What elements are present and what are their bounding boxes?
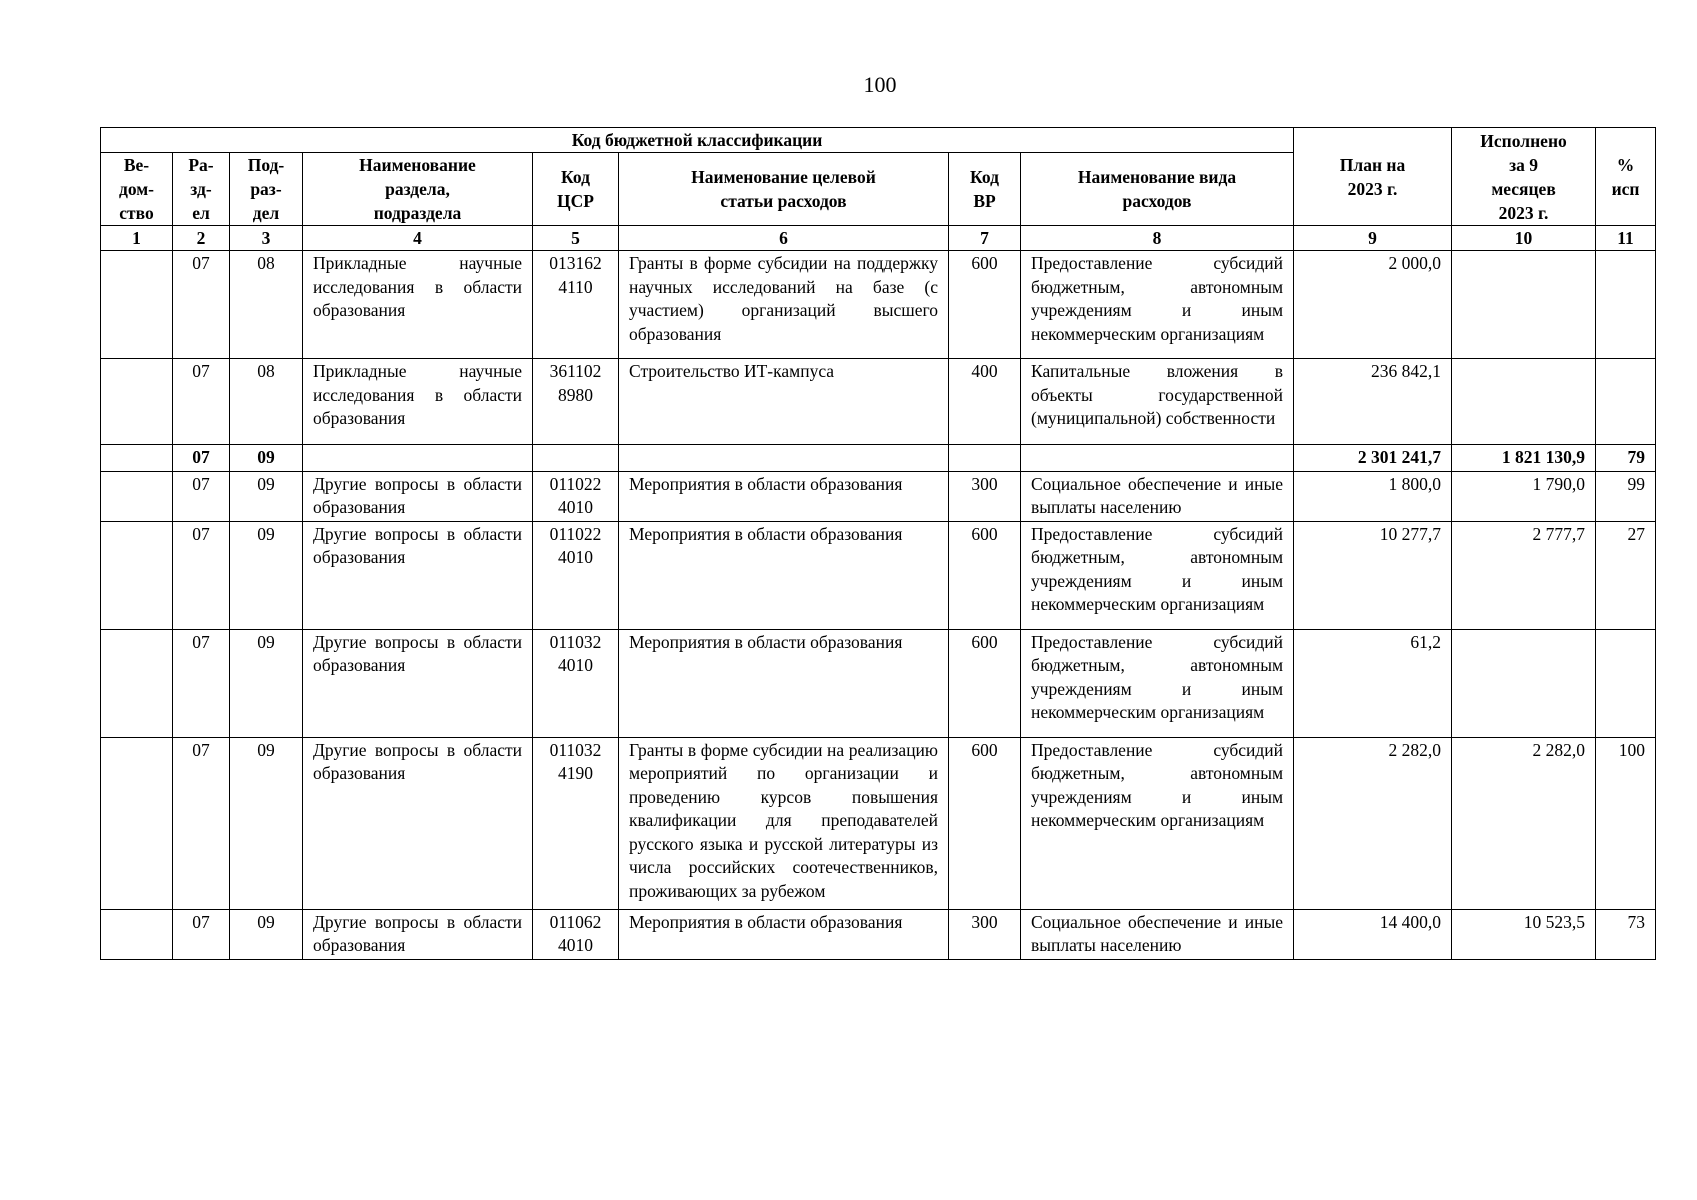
podrazdel-cell: 08 bbox=[230, 251, 303, 359]
header-group-row bbox=[101, 128, 1656, 153]
column-number: 8 bbox=[1021, 226, 1294, 251]
execution-percent-cell bbox=[1596, 251, 1656, 359]
execution-percent-cell bbox=[1596, 629, 1656, 737]
plan-2023-cell: 1 800,0 bbox=[1294, 471, 1452, 521]
column-header: Ра- зд- ел bbox=[173, 153, 230, 226]
target-item-name-cell: Строительство ИТ-кампуса bbox=[619, 359, 949, 445]
executed-9-months-cell: 1 821 130,9 bbox=[1452, 445, 1596, 472]
vedomstvo-cell bbox=[101, 471, 173, 521]
column-header: Код ВР bbox=[949, 153, 1021, 226]
executed-9-months-cell: 2 282,0 bbox=[1452, 737, 1596, 909]
execution-percent-cell bbox=[1596, 359, 1656, 445]
executed-9-months-cell bbox=[1452, 629, 1596, 737]
section-name-cell: Другие вопросы в области образования bbox=[303, 471, 533, 521]
plan-2023-cell: 236 842,1 bbox=[1294, 359, 1452, 445]
podrazdel-cell: 09 bbox=[230, 629, 303, 737]
csr-code-cell: 011062 4010 bbox=[533, 909, 619, 959]
column-header: % исп bbox=[1596, 128, 1656, 226]
column-number: 3 bbox=[230, 226, 303, 251]
vr-code-cell: 600 bbox=[949, 521, 1021, 629]
table-row bbox=[101, 737, 1656, 909]
target-item-name-cell: Гранты в форме субсидии на поддержку научных исследований на базе (с участием) организаций высшего образования bbox=[619, 251, 949, 359]
execution-percent-cell: 99 bbox=[1596, 471, 1656, 521]
section-name-cell bbox=[303, 445, 533, 472]
execution-percent-cell: 100 bbox=[1596, 737, 1656, 909]
vedomstvo-cell bbox=[101, 251, 173, 359]
column-header: Под- раз- дел bbox=[230, 153, 303, 226]
razdel-cell: 07 bbox=[173, 251, 230, 359]
column-header: Ве- дом- ство bbox=[101, 153, 173, 226]
execution-percent-cell: 73 bbox=[1596, 909, 1656, 959]
column-number: 9 bbox=[1294, 226, 1452, 251]
vr-code-cell: 400 bbox=[949, 359, 1021, 445]
csr-code-cell: 013162 4110 bbox=[533, 251, 619, 359]
budget-execution-table bbox=[100, 127, 1656, 960]
plan-2023-cell: 14 400,0 bbox=[1294, 909, 1452, 959]
razdel-cell: 07 bbox=[173, 909, 230, 959]
podrazdel-cell: 09 bbox=[230, 909, 303, 959]
vedomstvo-cell bbox=[101, 359, 173, 445]
column-header: Исполнено за 9 месяцев 2023 г. bbox=[1452, 128, 1596, 226]
subtotal-row bbox=[101, 445, 1656, 472]
executed-9-months-cell: 1 790,0 bbox=[1452, 471, 1596, 521]
podrazdel-cell: 09 bbox=[230, 737, 303, 909]
column-header: Наименование раздела, подраздела bbox=[303, 153, 533, 226]
vr-code-cell: 300 bbox=[949, 471, 1021, 521]
executed-9-months-cell: 10 523,5 bbox=[1452, 909, 1596, 959]
executed-9-months-cell bbox=[1452, 359, 1596, 445]
expense-type-cell: Предоставление субсидий бюджетным, автономным учреждениям и иным некоммерческим организациям bbox=[1021, 251, 1294, 359]
vedomstvo-cell bbox=[101, 909, 173, 959]
table-row bbox=[101, 629, 1656, 737]
csr-code-cell: 011022 4010 bbox=[533, 521, 619, 629]
podrazdel-cell: 08 bbox=[230, 359, 303, 445]
table-row bbox=[101, 471, 1656, 521]
plan-2023-cell: 61,2 bbox=[1294, 629, 1452, 737]
column-number: 2 bbox=[173, 226, 230, 251]
column-number: 11 bbox=[1596, 226, 1656, 251]
budget-code-group-header: Код бюджетной классификации bbox=[101, 128, 1294, 153]
razdel-cell: 07 bbox=[173, 359, 230, 445]
column-header: План на 2023 г. bbox=[1294, 128, 1452, 226]
section-name-cell: Другие вопросы в области образования bbox=[303, 521, 533, 629]
section-name-cell: Другие вопросы в области образования bbox=[303, 909, 533, 959]
column-header: Код ЦСР bbox=[533, 153, 619, 226]
target-item-name-cell: Мероприятия в области образования bbox=[619, 471, 949, 521]
csr-code-cell: 011032 4010 bbox=[533, 629, 619, 737]
expense-type-cell: Предоставление субсидий бюджетным, автономным учреждениям и иным некоммерческим организациям bbox=[1021, 629, 1294, 737]
table-row bbox=[101, 909, 1656, 959]
razdel-cell: 07 bbox=[173, 629, 230, 737]
podrazdel-cell: 09 bbox=[230, 445, 303, 472]
page-number: 100 bbox=[863, 72, 897, 97]
csr-code-cell: 011022 4010 bbox=[533, 471, 619, 521]
expense-type-cell: Капитальные вложения в объекты государственной (муниципальной) собственности bbox=[1021, 359, 1294, 445]
section-name-cell: Другие вопросы в области образования bbox=[303, 629, 533, 737]
expense-type-cell: Социальное обеспечение и иные выплаты населению bbox=[1021, 909, 1294, 959]
column-number: 4 bbox=[303, 226, 533, 251]
target-item-name-cell: Мероприятия в области образования bbox=[619, 629, 949, 737]
column-number-row bbox=[101, 226, 1656, 251]
podrazdel-cell: 09 bbox=[230, 471, 303, 521]
section-name-cell: Прикладные научные исследования в области образования bbox=[303, 251, 533, 359]
plan-2023-cell: 2 000,0 bbox=[1294, 251, 1452, 359]
target-item-name-cell bbox=[619, 445, 949, 472]
table-body bbox=[101, 251, 1656, 960]
column-header: Наименование целевой статьи расходов bbox=[619, 153, 949, 226]
vr-code-cell: 600 bbox=[949, 629, 1021, 737]
section-name-cell: Прикладные научные исследования в области образования bbox=[303, 359, 533, 445]
razdel-cell: 07 bbox=[173, 471, 230, 521]
column-number: 7 bbox=[949, 226, 1021, 251]
vr-code-cell: 600 bbox=[949, 251, 1021, 359]
csr-code-cell: 011032 4190 bbox=[533, 737, 619, 909]
razdel-cell: 07 bbox=[173, 737, 230, 909]
vedomstvo-cell bbox=[101, 521, 173, 629]
executed-9-months-cell: 2 777,7 bbox=[1452, 521, 1596, 629]
csr-code-cell bbox=[533, 445, 619, 472]
section-name-cell: Другие вопросы в области образования bbox=[303, 737, 533, 909]
expense-type-cell: Предоставление субсидий бюджетным, автономным учреждениям и иным некоммерческим организациям bbox=[1021, 521, 1294, 629]
executed-9-months-cell bbox=[1452, 251, 1596, 359]
column-number: 1 bbox=[101, 226, 173, 251]
table-row bbox=[101, 359, 1656, 445]
vedomstvo-cell bbox=[101, 737, 173, 909]
vedomstvo-cell bbox=[101, 629, 173, 737]
target-item-name-cell: Мероприятия в области образования bbox=[619, 521, 949, 629]
column-number: 6 bbox=[619, 226, 949, 251]
table-row bbox=[101, 521, 1656, 629]
csr-code-cell: 361102 8980 bbox=[533, 359, 619, 445]
column-number: 10 bbox=[1452, 226, 1596, 251]
plan-2023-cell: 10 277,7 bbox=[1294, 521, 1452, 629]
column-header: Наименование вида расходов bbox=[1021, 153, 1294, 226]
plan-2023-cell: 2 282,0 bbox=[1294, 737, 1452, 909]
plan-2023-cell: 2 301 241,7 bbox=[1294, 445, 1452, 472]
target-item-name-cell: Мероприятия в области образования bbox=[619, 909, 949, 959]
expense-type-cell: Предоставление субсидий бюджетным, автономным учреждениям и иным некоммерческим организациям bbox=[1021, 737, 1294, 909]
vedomstvo-cell bbox=[101, 445, 173, 472]
razdel-cell: 07 bbox=[173, 521, 230, 629]
target-item-name-cell: Гранты в форме субсидии на реализацию мероприятий по организации и проведению курсов повышения квалификации для преподавателей русского языка и русской литературы из числа российских соотечественников, проживающих за рубежом bbox=[619, 737, 949, 909]
vr-code-cell: 300 bbox=[949, 909, 1021, 959]
execution-percent-cell: 27 bbox=[1596, 521, 1656, 629]
expense-type-cell bbox=[1021, 445, 1294, 472]
vr-code-cell bbox=[949, 445, 1021, 472]
execution-percent-cell: 79 bbox=[1596, 445, 1656, 472]
table-row bbox=[101, 251, 1656, 359]
podrazdel-cell: 09 bbox=[230, 521, 303, 629]
expense-type-cell: Социальное обеспечение и иные выплаты населению bbox=[1021, 471, 1294, 521]
vr-code-cell: 600 bbox=[949, 737, 1021, 909]
razdel-cell: 07 bbox=[173, 445, 230, 472]
column-number: 5 bbox=[533, 226, 619, 251]
